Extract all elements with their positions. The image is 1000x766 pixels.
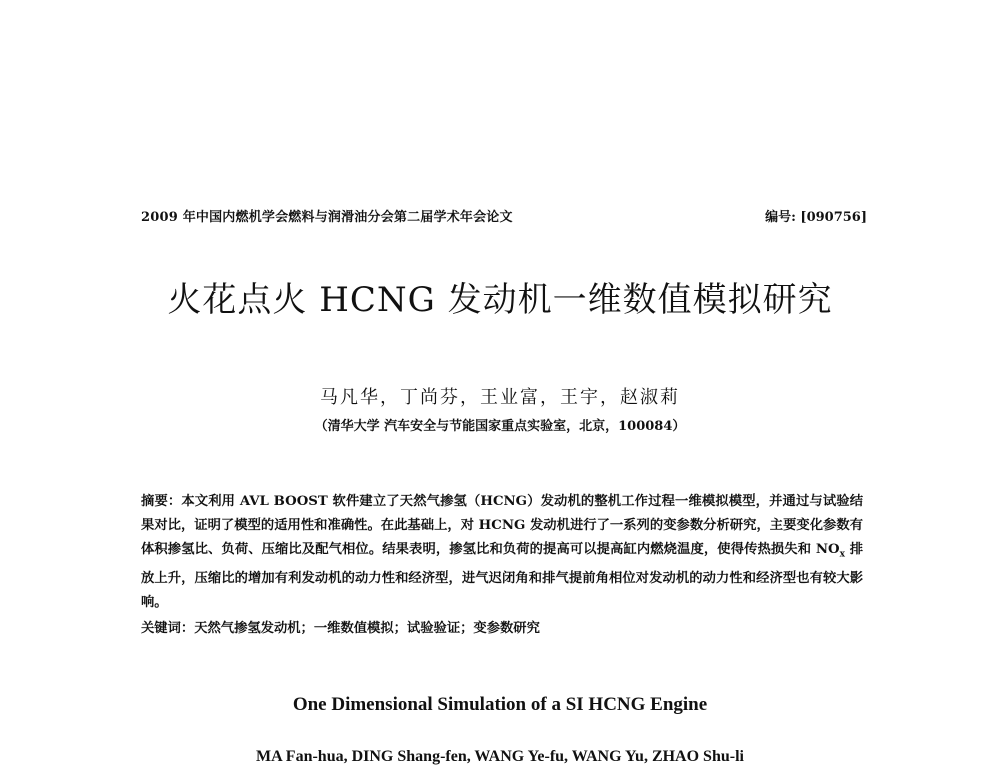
keywords-text: 天然气掺氢发动机；一维数值模拟；试验验证；变参数研究 (194, 621, 540, 636)
author-list: 马凡华，丁尚芬，王业富，王宇，赵淑莉 (320, 387, 680, 408)
keywords (141, 617, 863, 636)
abstract-text-1: 本文利用 AVL BOOST 软件建立了天然气掺氢（HCNG）发动机的整机工作过程一维模拟模型，并通过与试验结果对比，证明了模型的适用性和准确性。在此基础上，对 HCNG 发动机进行了一系列的变参数分析研究，主要变化参数有体积掺氢比、负荷、压缩比及配气相位。结果表明，掺氢比和负荷的提高可以提高缸内燃烧温度，使得传热损失和 NO (141, 494, 864, 558)
abstract-label: 摘要： (141, 494, 182, 509)
abstract (141, 490, 863, 616)
keywords-label: 关键词： (141, 621, 195, 636)
english-authors: MA Fan-hua, DING Shang-fen, WANG Ye-fu, WANG Yu, ZHAO Shu-li (256, 748, 744, 765)
paper-title: 火花点火 HCNG 发动机一维数值模拟研究 (167, 280, 833, 320)
affiliation: （清华大学 汽车安全与节能国家重点实验室，北京，100084） (314, 419, 686, 434)
conference-header: 2009 年中国内燃机学会燃料与润滑油分会第二届学术年会论文 (141, 210, 513, 225)
abstract-subscript: x (839, 550, 845, 561)
english-title: One Dimensional Simulation of a SI HCNG Engine (292, 694, 708, 715)
paper-number: 编号: [090756] (765, 210, 867, 225)
abstract-text-2: 排放上升，压缩比的增加有利发动机的动力性和经济型，进气迟闭角和排气提前角相位对发动机的动力性和经济型也有较大影响。 (141, 542, 863, 611)
